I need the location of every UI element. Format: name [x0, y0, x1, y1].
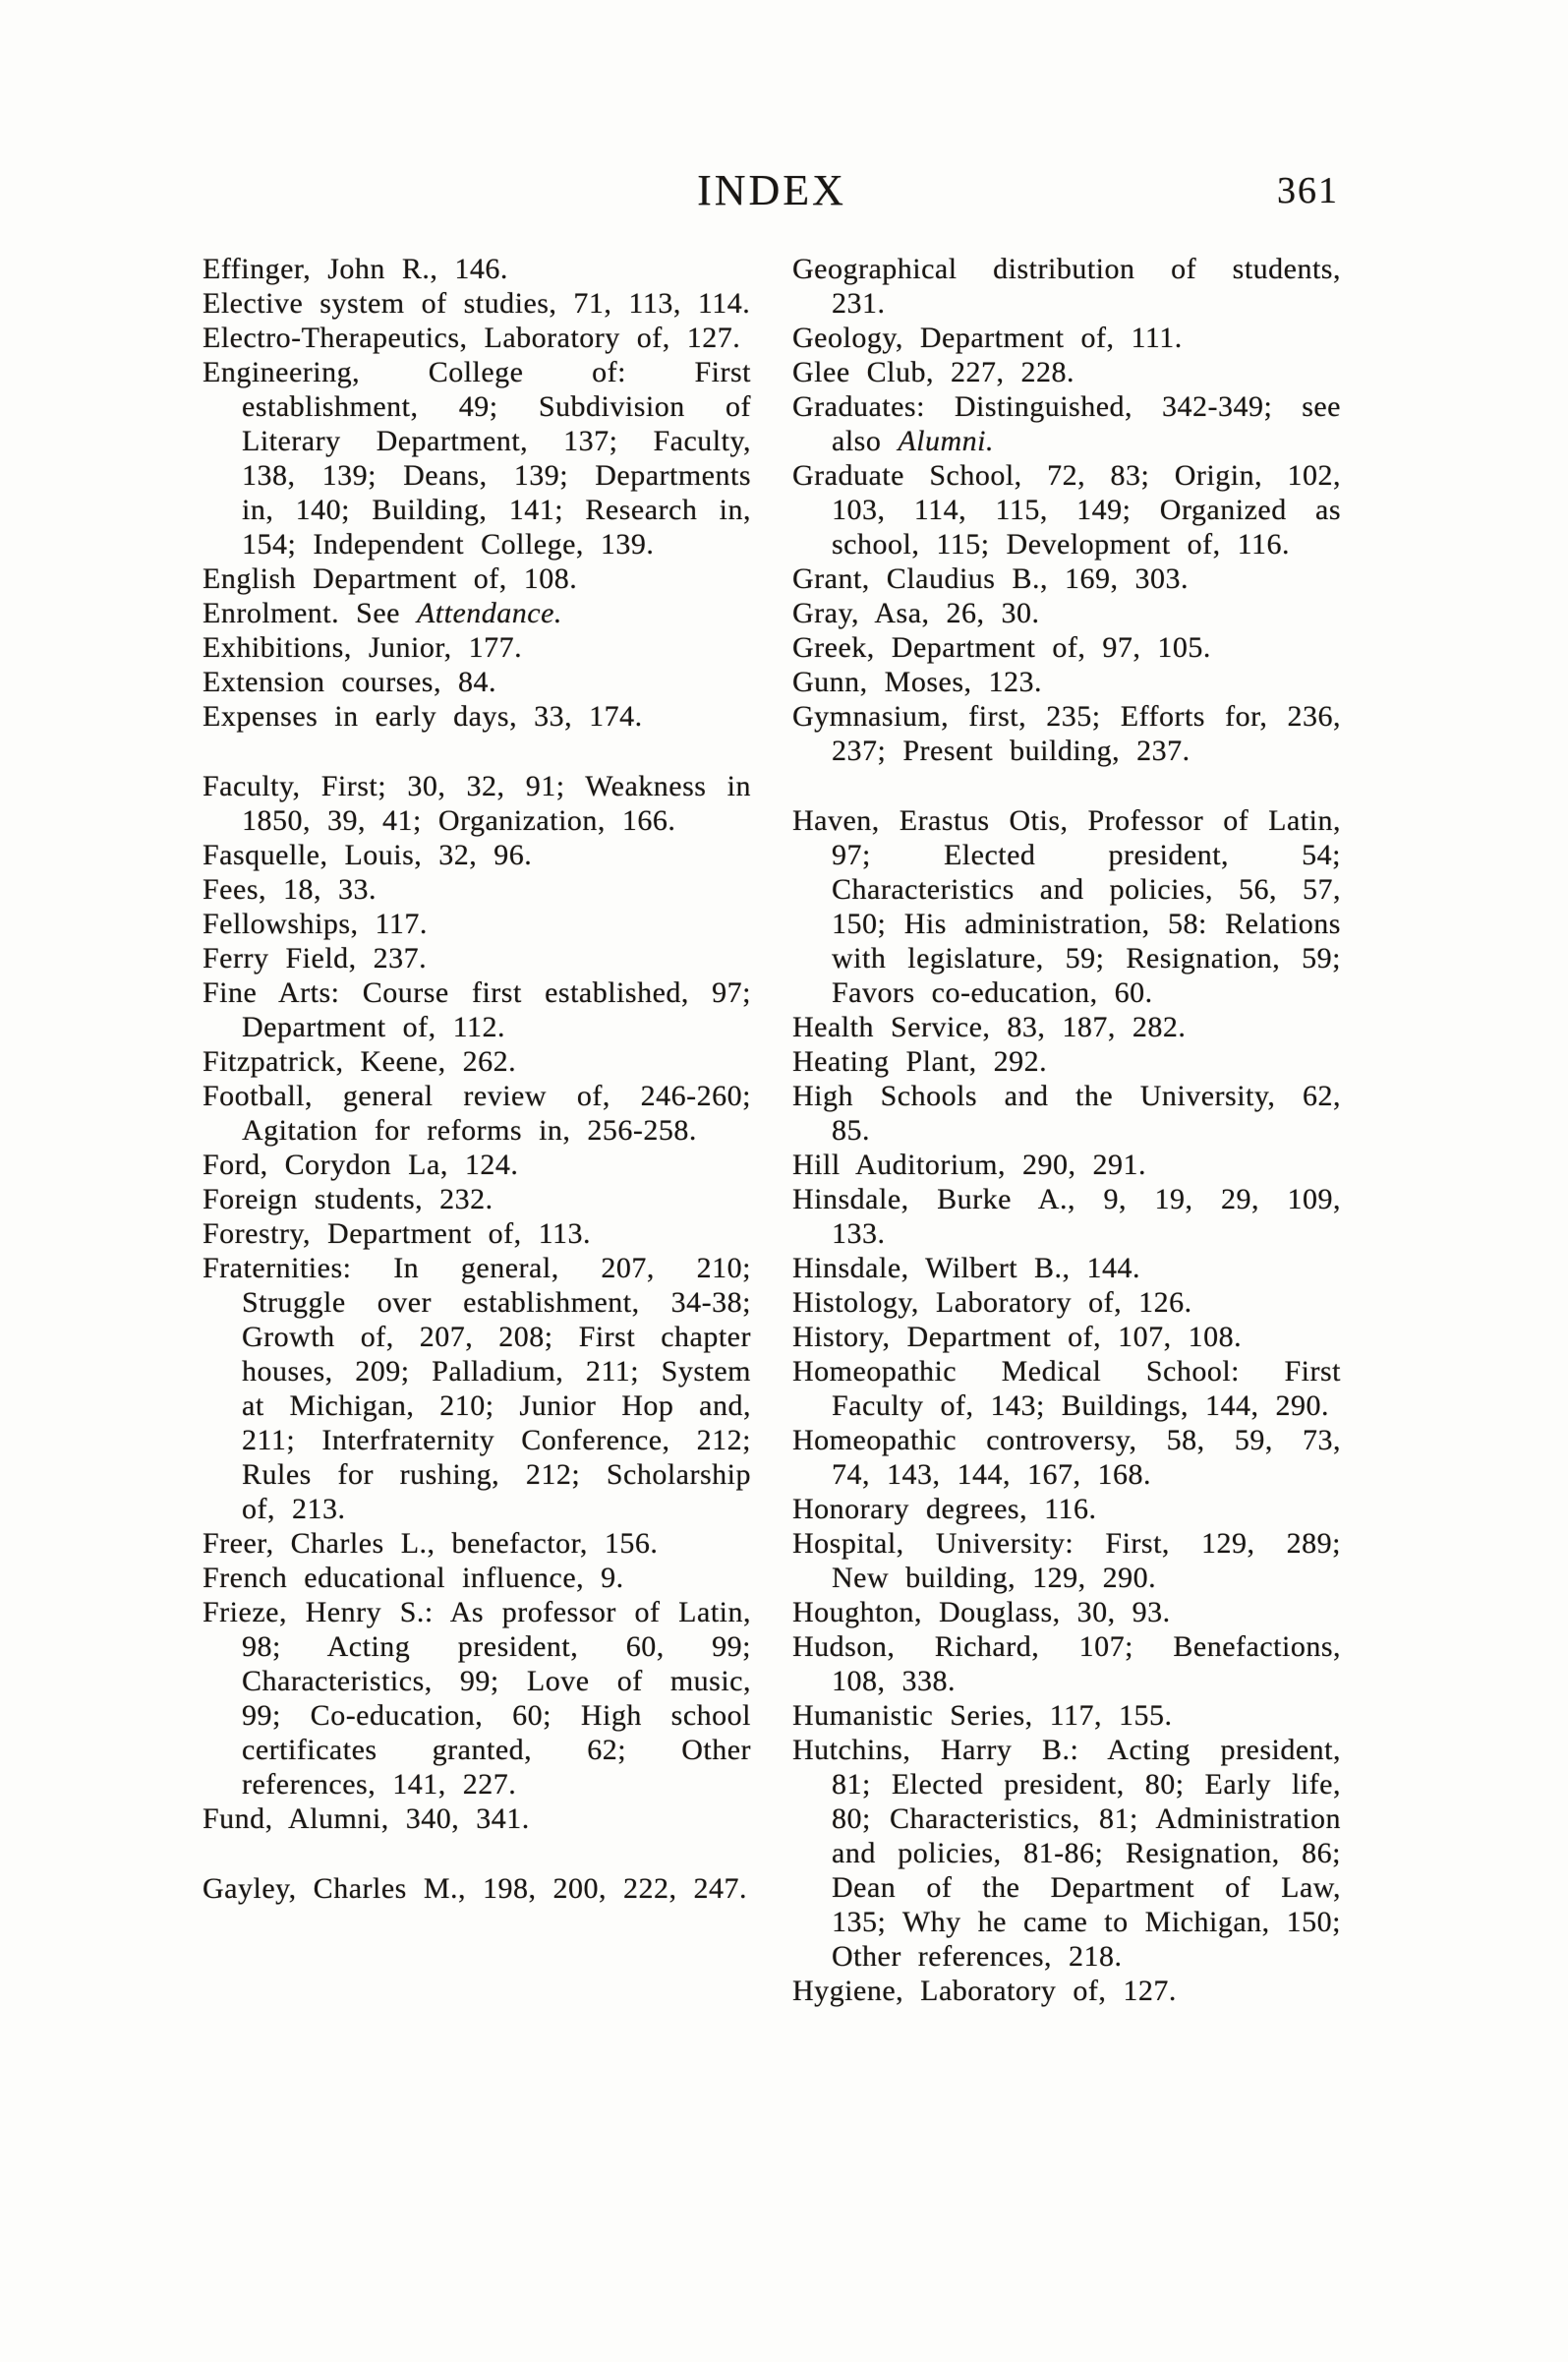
index-entry	[792, 1320, 1341, 1354]
index-entry	[203, 907, 751, 941]
index-entry	[203, 1871, 751, 1906]
index-entry	[203, 1526, 751, 1561]
index-entry	[792, 1698, 1341, 1733]
cross-reference-italic: Alumni.	[898, 425, 994, 457]
index-entry	[203, 769, 751, 838]
entry-text: Fellowships, 117.	[203, 908, 428, 940]
entry-text: Geology, Department of, 111.	[792, 322, 1183, 354]
page-number: 361	[1277, 170, 1339, 211]
index-entry	[203, 1079, 751, 1148]
entry-text: Graduate School, 72, 83; Origin, 102, 103, 114, 115, 149; Organized as school, 115; Development of, 116.	[792, 459, 1341, 561]
index-entry	[792, 1079, 1341, 1148]
index-entry	[792, 252, 1341, 321]
index-entry	[792, 1629, 1341, 1698]
index-entry	[203, 252, 751, 286]
entry-text: English Department of, 108.	[203, 562, 578, 595]
entry-text: Fasquelle, Louis, 32, 96.	[203, 839, 533, 871]
index-entry	[792, 1526, 1341, 1595]
entry-text: Graduates: Distinguished, 342-349; see also	[792, 390, 1341, 457]
entry-text: Honorary degrees, 116.	[792, 1493, 1097, 1525]
entry-text: High Schools and the University, 62, 85.	[792, 1080, 1341, 1147]
index-entry	[792, 561, 1341, 596]
page-title: INDEX	[697, 166, 846, 214]
entry-text: Fitzpatrick, Keene, 262.	[203, 1045, 517, 1078]
index-entry	[203, 665, 751, 699]
entry-text: Fraternities: In general, 207, 210; Struggle over establishment, 34-38; Growth of, 207, 208; First chapter houses, 209; Palladium, 211; System at Michigan, 210; Junior Hop and, 211; Interfraternity Conference, 212; Rules for rushing, 212; Scholarship of, 213.	[203, 1252, 751, 1525]
index-entry	[203, 321, 751, 355]
cross-reference-italic: Attendance.	[416, 597, 562, 629]
entry-text: Health Service, 83, 187, 282.	[792, 1011, 1187, 1043]
index-entry	[792, 1423, 1341, 1492]
index-entry	[792, 630, 1341, 665]
index-entry	[792, 1148, 1341, 1182]
index-entry	[203, 699, 751, 734]
index-entry	[792, 1285, 1341, 1320]
entry-text: Gunn, Moses, 123.	[792, 666, 1043, 698]
entry-text: Expenses in early days, 33, 174.	[203, 700, 643, 733]
entry-text: French educational influence, 9.	[203, 1562, 624, 1594]
index-entry	[792, 321, 1341, 355]
index-column-left	[203, 252, 751, 2008]
entry-text: Greek, Department of, 97, 105.	[792, 631, 1211, 664]
entry-text: Effinger, John R., 146.	[203, 253, 508, 285]
index-entry	[792, 1733, 1341, 1974]
entry-text: Histology, Laboratory of, 126.	[792, 1286, 1192, 1319]
index-entry	[203, 561, 751, 596]
entry-text: Gymnasium, first, 235; Efforts for, 236, 237; Present building, 237.	[792, 700, 1341, 767]
index-entry	[203, 838, 751, 872]
entry-text: Freer, Charles L., benefactor, 156.	[203, 1527, 659, 1560]
entry-text: Gray, Asa, 26, 30.	[792, 597, 1040, 629]
index-columns	[203, 252, 1341, 2008]
index-entry	[203, 1216, 751, 1251]
entry-text: Fine Arts: Course first established, 97; Department of, 112.	[203, 976, 751, 1043]
index-entry	[203, 975, 751, 1044]
entry-text: Extension courses, 84.	[203, 666, 496, 698]
entry-text: Fund, Alumni, 340, 341.	[203, 1802, 530, 1835]
entry-text: Humanistic Series, 117, 155.	[792, 1699, 1173, 1732]
entry-text: Football, general review of, 246-260; Agitation for reforms in, 256-258.	[203, 1080, 751, 1147]
entry-text: Gayley, Charles M., 198, 200, 222, 247.	[203, 1872, 747, 1905]
index-entry	[203, 596, 751, 630]
index-entry	[792, 1010, 1341, 1044]
index-entry	[792, 596, 1341, 630]
entry-text: Heating Plant, 292.	[792, 1045, 1048, 1078]
index-entry	[792, 389, 1341, 458]
entry-text: Haven, Erastus Otis, Professor of Latin, 97; Elected president, 54; Characteristics and policies, 56, 57, 150; His administration, 58: Relations with legislature, 59; Resignation, 59; Favors co-education, 60.	[792, 804, 1341, 1009]
entry-text: Geographical distribution of students, 231.	[792, 253, 1341, 320]
index-entry	[203, 355, 751, 561]
index-entry	[203, 1595, 751, 1801]
entry-text: Hudson, Richard, 107; Benefactions, 108, 338.	[792, 1630, 1341, 1697]
index-entry	[203, 1561, 751, 1595]
index-entry	[203, 941, 751, 975]
entry-text: Exhibitions, Junior, 177.	[203, 631, 523, 664]
entry-text: Hinsdale, Burke A., 9, 19, 29, 109, 133.	[792, 1183, 1341, 1250]
index-entry	[203, 630, 751, 665]
page-header	[203, 166, 1341, 218]
text-block	[203, 166, 1341, 2008]
entry-text: History, Department of, 107, 108.	[792, 1321, 1243, 1353]
entry-text: Hygiene, Laboratory of, 127.	[792, 1975, 1177, 2007]
index-entry	[792, 699, 1341, 768]
index-entry	[792, 1974, 1341, 2008]
index-entry	[792, 803, 1341, 1010]
entry-text: Hospital, University: First, 129, 289; New building, 129, 290.	[792, 1527, 1341, 1594]
index-entry	[203, 872, 751, 907]
entry-text: Faculty, First; 30, 32, 91; Weakness in 1850, 39, 41; Organization, 166.	[203, 770, 751, 837]
entry-text: Hill Auditorium, 290, 291.	[792, 1149, 1147, 1181]
index-entry	[203, 1251, 751, 1526]
index-entry	[792, 1354, 1341, 1423]
index-entry	[792, 355, 1341, 389]
index-entry	[203, 1044, 751, 1079]
entry-text: Hinsdale, Wilbert B., 144.	[792, 1252, 1141, 1284]
entry-text: Enrolment. See	[203, 597, 417, 629]
entry-text: Electro-Therapeutics, Laboratory of, 127.	[203, 322, 741, 354]
index-entry	[203, 286, 751, 321]
index-column-right	[792, 252, 1341, 2008]
entry-text: Fees, 18, 33.	[203, 873, 377, 906]
index-entry	[792, 665, 1341, 699]
entry-text: Glee Club, 227, 228.	[792, 356, 1074, 388]
entry-text: Hutchins, Harry B.: Acting president, 81; Elected president, 80; Early life, 80; Characteristics, 81; Administration and policies, 81-86; Resignation, 86; Dean of the Department of Law, 135; Why he came to Michigan, 150; Other references, 218.	[792, 1734, 1341, 1973]
entry-text: Foreign students, 232.	[203, 1183, 494, 1215]
index-entry	[792, 458, 1341, 561]
index-entry	[203, 1182, 751, 1216]
entry-text: Ford, Corydon La, 124.	[203, 1149, 519, 1181]
entry-text: Homeopathic Medical School: First Faculty of, 143; Buildings, 144, 290.	[792, 1355, 1341, 1422]
entry-text: Homeopathic controversy, 58, 59, 73, 74, 143, 144, 167, 168.	[792, 1424, 1341, 1491]
entry-text: Ferry Field, 237.	[203, 942, 428, 974]
entry-text: Houghton, Douglass, 30, 93.	[792, 1596, 1171, 1628]
index-entry	[792, 1251, 1341, 1285]
index-entry	[792, 1044, 1341, 1079]
index-entry	[792, 1595, 1341, 1629]
entry-text: Engineering, College of: First establishment, 49; Subdivision of Literary Department, 137; Faculty, 138, 139; Deans, 139; Departments in, 140; Building, 141; Research in, 154; Independent College, 139.	[203, 356, 751, 561]
index-entry	[203, 1148, 751, 1182]
entry-text: Grant, Claudius B., 169, 303.	[792, 562, 1189, 595]
index-entry	[203, 1801, 751, 1836]
entry-text: Frieze, Henry S.: As professor of Latin, 98; Acting president, 60, 99; Characteristics, 99; Love of music, 99; Co-education, 60; High school certificates granted, 62; Other references, 141, 227.	[203, 1596, 751, 1801]
entry-text: Elective system of studies, 71, 113, 114.	[203, 287, 751, 320]
index-entry	[792, 1182, 1341, 1251]
index-entry	[792, 1492, 1341, 1526]
entry-text: Forestry, Department of, 113.	[203, 1217, 592, 1250]
